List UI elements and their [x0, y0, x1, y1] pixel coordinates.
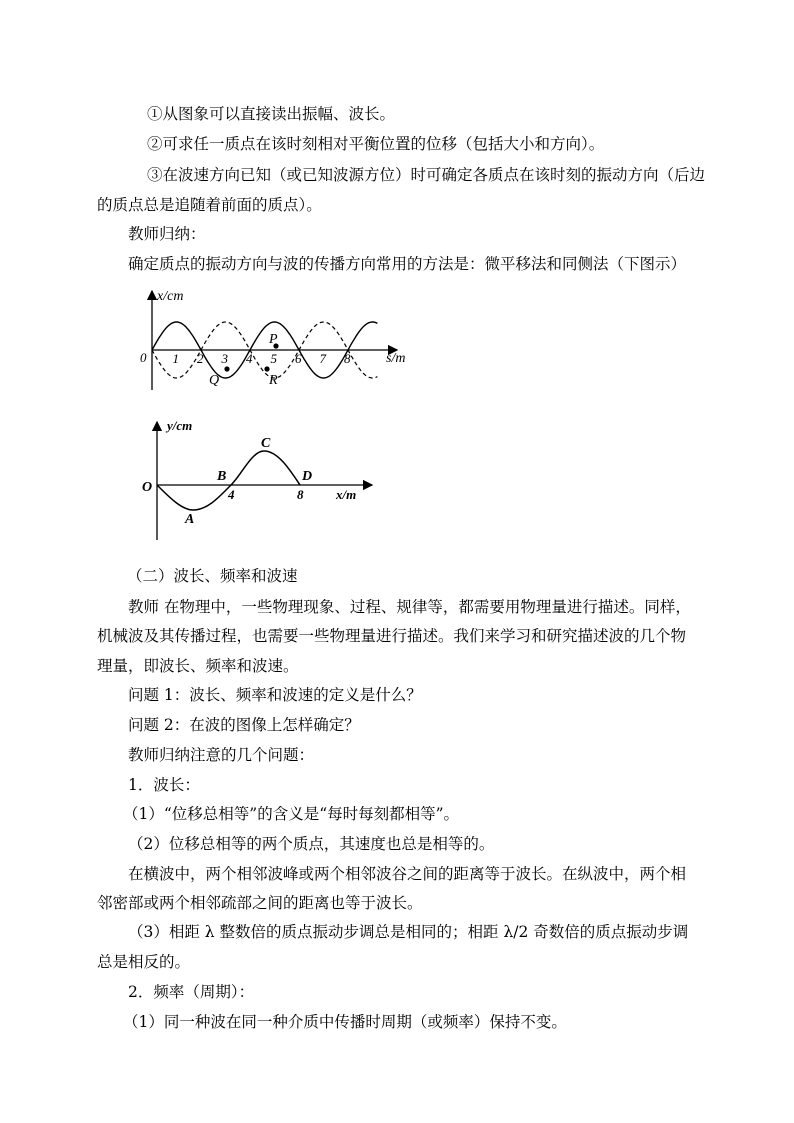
tick-label: 8: [344, 351, 351, 366]
tick-label: 4: [246, 351, 253, 366]
wave-figure-1: [135, 283, 425, 401]
point-p-label: P: [269, 332, 278, 347]
point-a-label: A: [185, 512, 195, 527]
origin-label: O: [142, 480, 153, 495]
x-axis-label: x/m: [336, 487, 357, 502]
tick-label: 1: [172, 351, 179, 366]
tick-label: 3: [221, 351, 228, 366]
tick-label: 4: [228, 487, 235, 502]
point-q: [224, 366, 229, 371]
paragraph: 在横波中，两个相邻波峰或两个相邻波谷之间的距离等于波长。在纵波中，两个相: [128, 865, 687, 883]
point-r: [264, 366, 269, 371]
point-d-label: D: [302, 469, 313, 484]
paragraph: （2）位移总相等的两个质点，其速度也总是相等的。: [128, 835, 495, 853]
tick-label: 5: [270, 351, 277, 366]
paragraph: ③在波速方向已知（或已知波源方位）时可确定各质点在该时刻的振动方向（后边: [147, 166, 706, 184]
paragraph: 问题 2：在波的图像上怎样确定？: [128, 716, 360, 734]
origin-label: 0: [140, 350, 147, 365]
point-r-label: R: [269, 373, 278, 388]
paragraph: 的质点总是追随着前面的质点）。: [97, 196, 322, 214]
paragraph: 机械波及其传播过程，也需要一些物理量进行描述。我们来学习和研究描述波的几个物: [97, 627, 687, 645]
tick-label: 2: [197, 351, 204, 366]
paragraph: 确定质点的振动方向与波的传播方向常用的方法是：微平移法和同侧法（下图示）: [128, 255, 687, 273]
paragraph: （1）同一种波在同一种介质中传播时周期（或频率）保持不变。: [123, 1013, 567, 1031]
y-axis-label: x/cm: [157, 289, 184, 304]
paragraph: （3）相距 λ 整数倍的质点振动步调总是相同的；相距 λ/2 奇数倍的质点振动步调: [128, 923, 689, 941]
paragraph: 2．频率（周期）：: [128, 983, 255, 1001]
tick-label: 8: [297, 487, 304, 502]
point-c-label: C: [261, 436, 271, 451]
paragraph: 理量，即波长、频率和波速。: [97, 657, 299, 675]
wave-figure-2: [140, 418, 380, 543]
paragraph: ②可求任一质点在该时刻相对平衡位置的位移（包括大小和方向）。: [147, 135, 605, 153]
paragraph: ①从图象可以直接读出振幅、波长。: [147, 105, 396, 123]
paragraph: 问题 1：波长、频率和波速的定义是什么？: [128, 686, 422, 704]
x-axis-label: s/m: [386, 351, 406, 366]
paragraph: 总是相反的。: [97, 953, 191, 971]
point-b-label: B: [217, 469, 227, 484]
point-q-label: Q: [209, 373, 220, 388]
paragraph: 教师归纳：: [128, 225, 206, 243]
paragraph: 教师归纳注意的几个问题：: [128, 746, 315, 764]
tick-label: 6: [295, 351, 302, 366]
tick-label: 7: [319, 351, 326, 366]
y-axis-label: y/cm: [167, 418, 193, 433]
paragraph: 教师 在物理中，一些物理现象、过程、规律等，都需要用物理量进行描述。同样，: [128, 598, 691, 616]
paragraph: （1）“位移总相等”的含义是“每时每刻都相等”。: [123, 805, 460, 823]
section-heading: （二）波长、频率和波速: [127, 567, 298, 585]
paragraph: 1．波长：: [128, 776, 200, 794]
paragraph: 邻密部或两个相邻疏部之间的距离也等于波长。: [97, 894, 423, 912]
